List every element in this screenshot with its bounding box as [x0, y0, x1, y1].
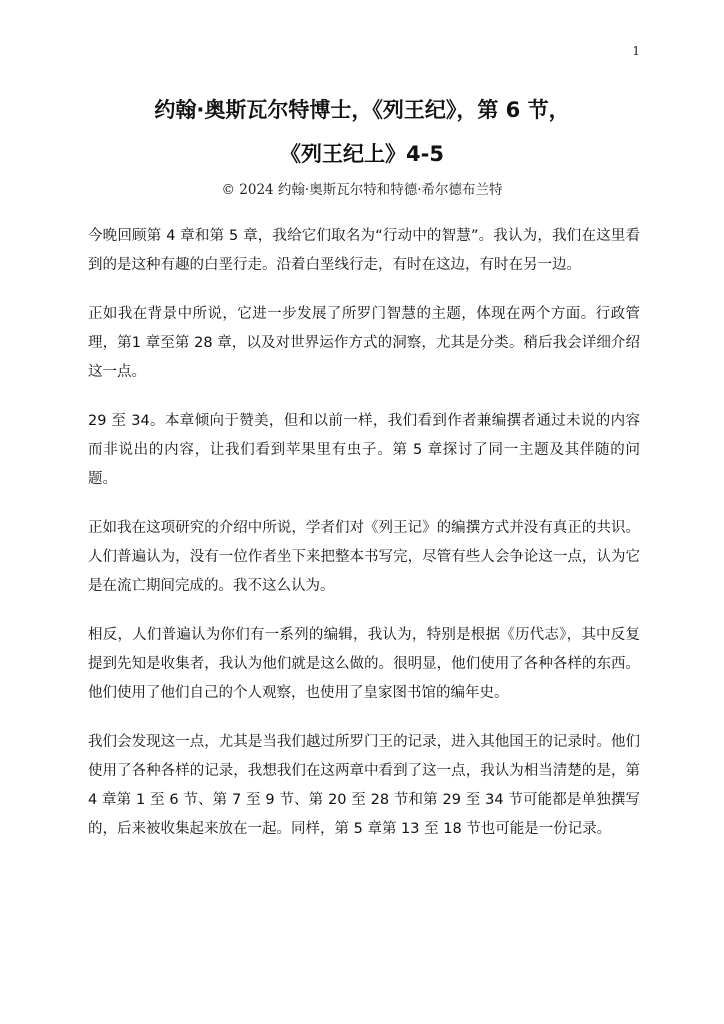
paragraph: 相反，人们普遍认为你们有一系列的编辑，我认为，特别是根据《历代志》，其中反复提到先知是收集者，我认为他们就是这么做的。很明显，他们使用了各种各样的东西。他们使用了他们自己的个人观察，也使用了皇家图书馆的编年史。 [88, 627, 640, 701]
document-title [70, 88, 654, 176]
title-line-1: 约翰·奥斯瓦尔特博士，《列王纪》，第 6 节， [154, 98, 570, 122]
paragraph: 正如我在背景中所说，它进一步发展了所罗门智慧的主题，体现在两个方面。行政管理，第1 章至第 28 章，以及对世界运作方式的洞察，尤其是分类。稍后我会详细介绍这一点。 [88, 306, 640, 380]
body-text [88, 222, 640, 864]
title-line-2: 《列王纪上》4-5 [280, 142, 444, 166]
copyright-line: © 2024 约翰·奥斯瓦尔特和特德·希尔德布兰特 [221, 182, 503, 198]
paragraph: 正如我在这项研究的介绍中所说，学者们对《列王记》的编撰方式并没有真正的共识。人们普遍认为，没有一位作者坐下来把整本书写完，尽管有些人会争论这一点，认为它是在流亡期间完成的。我不这么认为。 [88, 520, 640, 594]
paragraph: 29 至 34。本章倾向于赞美，但和以前一样，我们看到作者兼编撰者通过未说的内容而非说出的内容，让我们看到苹果里有虫子。第 5 章探讨了同一主题及其伴随的问题。 [88, 413, 640, 487]
paragraph: 我们会发现这一点，尤其是当我们越过所罗门王的记录，进入其他国王的记录时。他们使用了各种各样的记录，我想我们在这两章中看到了这一点，我认为相当清楚的是，第 4 章第 1 至 6 节、第 7 至 9 节、第 20 至 28 节和第 29 至 34 节可能都是单独撰写的，后来被收集起来放在一起。同样，第 5 章第 13 至 18 节也可能是一份记录。 [88, 734, 640, 837]
paragraph: 今晚回顾第 4 章和第 5 章，我给它们取名为“行动中的智慧”。我认为，我们在这里看到的是这种有趣的白垩行走。沿着白垩线行走，有时在这边，有时在另一边。 [88, 228, 640, 273]
page-number: 1 [632, 44, 640, 58]
